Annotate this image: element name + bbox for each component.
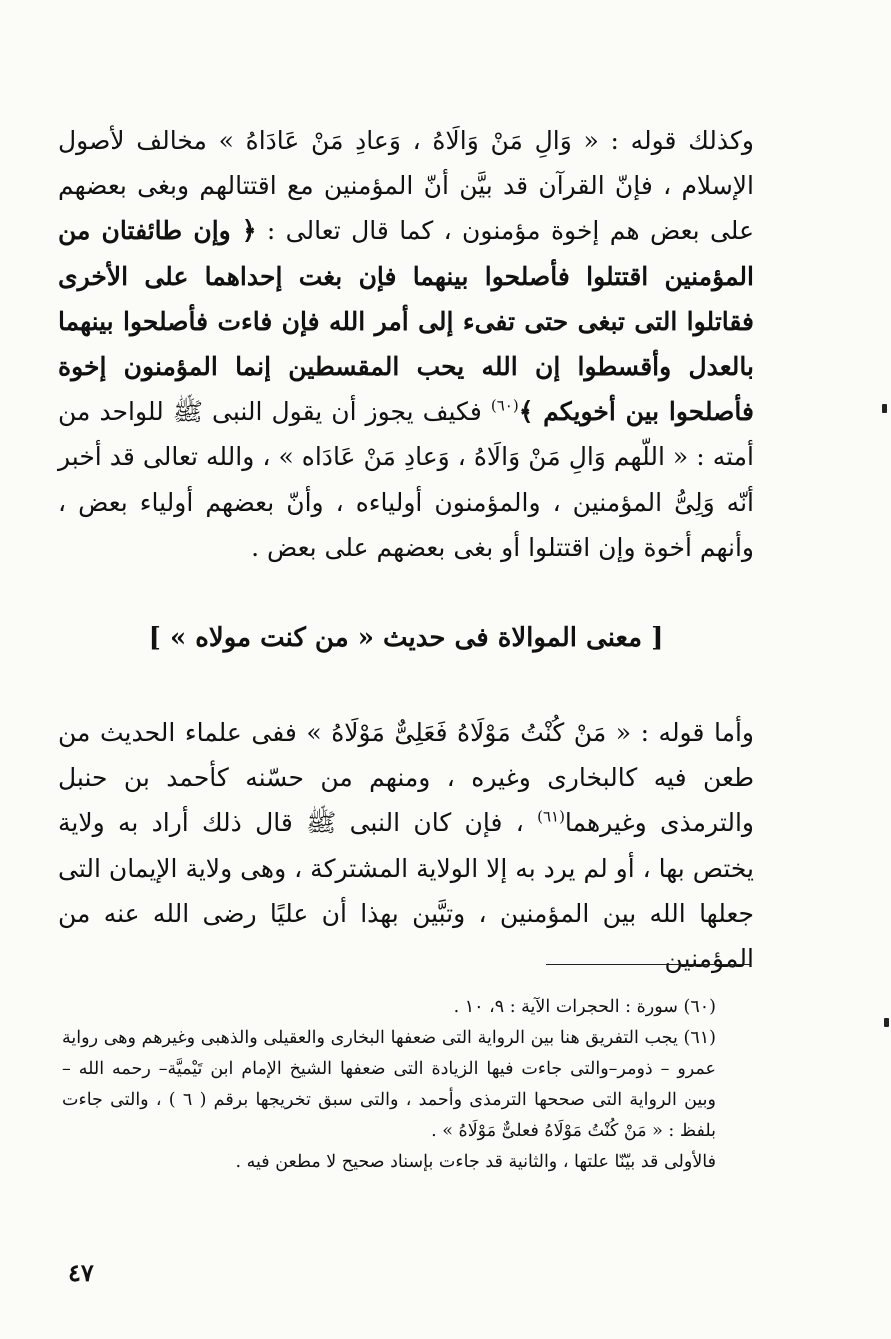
paragraph-1 (58, 118, 754, 570)
footnote-61-continuation: فالأولى قد بيّنّا علتها ، والثانية قد جاءت بإسناد صحيح لا مطعن فيه . (235, 1152, 716, 1172)
footnotes (62, 992, 730, 1178)
footnote-61: (٦١) يجب التفريق هنا بين الرواية التى ضعفها البخارى والعقيلى والذهبى وغيرهم وهى رواية عمرو – ذومر–والتى جاءت فيها الزيادة التى ضعفها الشيخ الإمام ابن تَيْميَّة– رحمه الله – وبين الرواية التى صححها الترمذى وأحمد ، والتى سبق تخريجها برقم ( ٦ ) ، والتى جاءت بلفظ : « مَنْ كُنْتُ مَوْلَاهُ فعلىٌّ مَوْلَاهُ » . (62, 1028, 717, 1141)
paragraph-2-part2: ، فإن كان النبى ﷺ قال ذلك أراد به ولاية يختص بها ، أو لم يرد به إلا الولاية المشتركة ، وهى ولاية الإيمان التى جعلها الله بين المؤمنين ، وتبَّين بهذا أن عليًا رضى الله عنه من المؤمنين (58, 808, 754, 974)
page-number: ٤٧ (68, 1258, 94, 1287)
paragraph-2 (58, 710, 754, 981)
footnote-divider (546, 964, 751, 965)
margin-mark (884, 1018, 889, 1027)
footnote-ref-61: (٦١) (537, 808, 565, 827)
footnote-ref-60: (٦٠) (490, 396, 519, 415)
page-body (58, 118, 754, 981)
quran-verse: ﴿ وإن طائفتان من المؤمنين اقتتلوا فأصلحوا بينهما فإن بغت إحداهما على الأخرى فقاتلوا التى تبغى حتى تفىء إلى أمر الله فإن فاءت فأصلحوا بينهما بالعدل وأقسطوا إن الله يحب المقسطين إنما المؤمنون إخوة فأصلحوا بين أخويكم ﴾ (58, 216, 754, 427)
paragraph-1-intro: وكذلك قوله : « وَالِ مَنْ وَالَاهُ ، وَعادِ مَنْ عَادَاهُ » مخالف لأصول الإسلام ، فإنّ القرآن قد بيَّن أنّ المؤمنين مع اقتتالهم وبغى بعضهم على بعض هم إخوة مؤمنون ، كما قال تعالى : (58, 126, 754, 246)
section-heading: [ معنى الموالاة فى حديث « من كنت مولاه » ] (148, 623, 664, 654)
footnote-60: (٦٠) سورة : الحجرات الآية : ٩، ١٠ . (453, 997, 716, 1017)
paragraph-1-rest: فكيف يجوز أن يقول النبى ﷺ للواحد من أمته : « اللّهم وَالِ مَنْ وَالَاهُ ، وَعادِ مَنْ عَادَاه » ، والله تعالى قد أخبر أنّه وَلِىُّ المؤمنين ، والمؤمنون أولياءه ، وأنّ بعضهم أولياء بعض ، وأنهم أخوة وإن اقتتلوا أو بغى بعضهم على بعض . (58, 397, 754, 562)
margin-mark (882, 404, 887, 413)
paragraph-2-part1: وأما قوله : « مَنْ كُنْتُ مَوْلَاهُ فَعَلِىٌّ مَوْلَاهُ » ففى علماء الحديث من طعن فيه كالبخارى وغيره ، ومنهم من حسّنه كأحمد بن حنبل والترمذى وغيرهما (58, 718, 754, 838)
